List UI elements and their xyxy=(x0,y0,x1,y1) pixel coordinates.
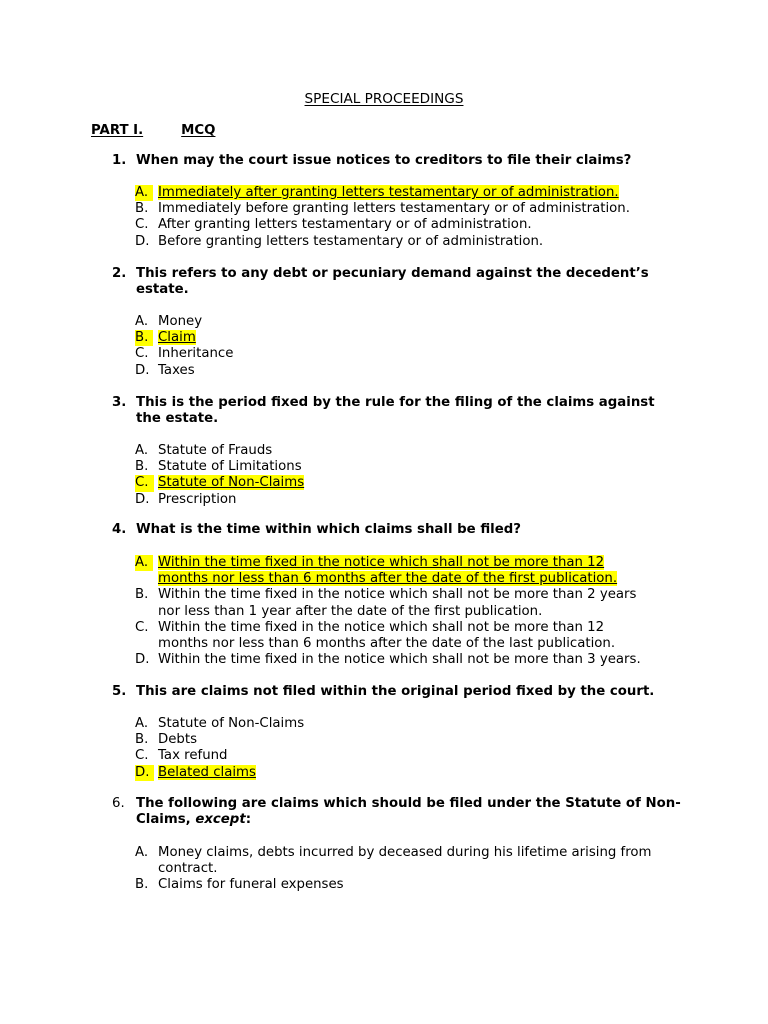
option-letter: B. xyxy=(135,587,149,603)
question-number: 6. xyxy=(112,796,125,811)
option-text: After granting letters testamentary or of administration. xyxy=(158,217,532,233)
option-d xyxy=(135,234,695,250)
option-d xyxy=(135,492,695,508)
option-letter: B. xyxy=(135,459,149,475)
option-letter: D. xyxy=(135,491,150,507)
option-b xyxy=(135,201,695,217)
option-text: Prescription xyxy=(158,491,237,507)
option-letter: C. xyxy=(135,748,149,764)
question-text: When may the court issue notices to creditors to file their claims? xyxy=(136,153,632,168)
options-6 xyxy=(135,845,675,894)
option-letter: B. xyxy=(135,877,149,893)
option-text: Statute of Non-Claims xyxy=(158,716,305,731)
question-5 xyxy=(112,684,682,700)
question-number: 2. xyxy=(112,266,127,281)
option-letter: D. xyxy=(135,765,154,781)
option-text: Statute of Non-Claims xyxy=(158,475,305,491)
part-name: MCQ xyxy=(181,123,216,138)
option-d xyxy=(135,652,655,668)
question-text-end: : xyxy=(245,812,252,828)
question-text: What is the time within which claims shall be filed? xyxy=(136,522,521,537)
part-label: PART I. xyxy=(91,123,144,138)
option-text: Within the time fixed in the notice which shall not be more than 3 years. xyxy=(158,652,641,668)
options-2 xyxy=(135,314,695,379)
option-c xyxy=(135,620,655,652)
option-b xyxy=(135,732,695,748)
option-c xyxy=(135,346,695,362)
option-letter: A. xyxy=(135,716,149,731)
option-letter: B. xyxy=(135,201,149,217)
option-text: Claims for funeral expenses xyxy=(158,877,344,893)
question-4 xyxy=(112,522,682,538)
option-a xyxy=(135,314,695,330)
option-c xyxy=(135,748,695,764)
option-b xyxy=(135,587,655,619)
options-4 xyxy=(135,555,655,668)
option-text: Immediately after granting letters testamentary or of administration. xyxy=(158,185,619,200)
question-text: This are claims not filed within the original period fixed by the court. xyxy=(136,684,655,699)
question-text xyxy=(136,796,682,828)
option-letter: A. xyxy=(135,443,149,458)
option-a xyxy=(135,185,695,201)
option-letter: A. xyxy=(135,185,153,201)
option-letter: C. xyxy=(135,346,149,362)
option-letter: A. xyxy=(135,845,149,860)
option-c xyxy=(135,475,695,491)
option-b xyxy=(135,459,695,475)
options-3 xyxy=(135,443,695,508)
options-5 xyxy=(135,716,695,781)
question-number: 4. xyxy=(112,522,127,537)
question-text-main: The following are claims which should be filed under the Statute of Non-Claims, xyxy=(136,796,681,828)
option-letter: D. xyxy=(135,233,150,249)
option-c xyxy=(135,217,695,233)
option-a xyxy=(135,555,655,587)
option-letter: D. xyxy=(135,362,150,378)
part-heading xyxy=(91,123,215,138)
option-b xyxy=(135,330,695,346)
option-letter: B. xyxy=(135,330,153,346)
option-text: Claim xyxy=(158,330,196,346)
option-text: Taxes xyxy=(158,362,195,378)
option-a xyxy=(135,443,695,459)
question-1 xyxy=(112,153,682,169)
question-text: This is the period fixed by the rule for the filing of the claims against the estate. xyxy=(136,395,655,427)
option-letter: A. xyxy=(135,314,149,329)
option-text: Within the time fixed in the notice which shall not be more than 12 months nor less than 6 months after the date of the first publication. xyxy=(158,555,618,587)
question-number: 1. xyxy=(112,153,127,168)
option-text: Before granting letters testamentary or of administration. xyxy=(158,233,544,249)
option-letter: C. xyxy=(135,619,149,635)
question-6 xyxy=(112,796,682,828)
option-text: Within the time fixed in the notice which shall not be more than 2 years nor less than 1 year after the date of the first publication. xyxy=(158,587,637,619)
option-text: Within the time fixed in the notice which shall not be more than 12 months nor less than 6 months after the date of the last publication. xyxy=(158,619,616,652)
question-3 xyxy=(112,395,682,427)
document-title: SPECIAL PROCEEDINGS xyxy=(304,91,464,107)
option-text: Statute of Limitations xyxy=(158,459,302,475)
option-text: Debts xyxy=(158,732,198,748)
option-d xyxy=(135,765,695,781)
option-letter: A. xyxy=(135,555,153,571)
option-text: Money xyxy=(158,314,203,329)
option-letter: C. xyxy=(135,475,154,491)
option-letter: B. xyxy=(135,732,149,748)
option-letter: D. xyxy=(135,652,150,668)
option-text: Immediately before granting letters testamentary or of administration. xyxy=(158,201,630,217)
option-a xyxy=(135,845,675,877)
option-text: Statute of Frauds xyxy=(158,443,273,458)
options-1 xyxy=(135,185,695,250)
option-a xyxy=(135,716,695,732)
question-text: This refers to any debt or pecuniary demand against the decedent’s estate. xyxy=(136,266,649,298)
option-text: Belated claims xyxy=(158,764,256,780)
question-number: 5. xyxy=(112,684,127,699)
option-text: Inheritance xyxy=(158,346,234,362)
option-text: Tax refund xyxy=(158,748,228,764)
question-text-emphasis: except xyxy=(195,812,246,828)
question-number: 3. xyxy=(112,395,127,410)
option-letter: C. xyxy=(135,217,149,233)
question-2 xyxy=(112,266,682,298)
option-b xyxy=(135,877,675,893)
option-d xyxy=(135,363,695,379)
option-text: Money claims, debts incurred by deceased during his lifetime arising from contract. xyxy=(158,845,652,877)
